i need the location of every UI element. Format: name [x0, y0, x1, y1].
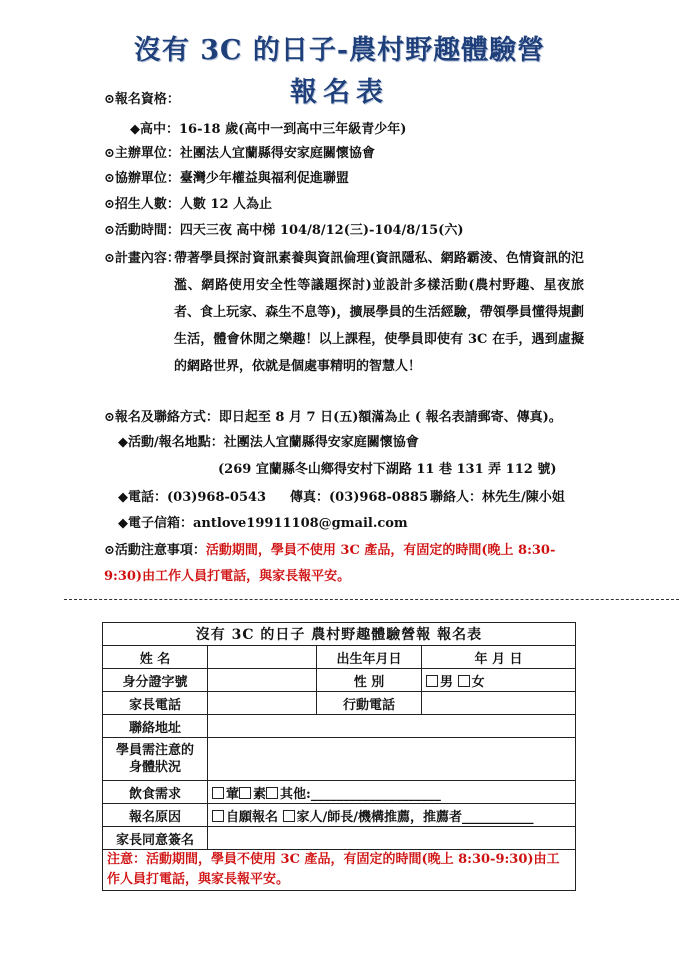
male-label: 男: [440, 674, 454, 690]
time-line: ⊙活動時間：四天三夜 高中梯 104/8/12(三)-104/8/15(六): [104, 223, 464, 238]
dob-field[interactable]: 年 月 日: [422, 646, 576, 669]
fax-line: 傳真：(03)968-0885: [290, 490, 429, 505]
diet-veg-checkbox[interactable]: [239, 787, 251, 799]
qualification-label: ⊙報名資格：: [104, 92, 180, 107]
page-subtitle: 報名表: [290, 77, 389, 108]
co-organizer-line: ⊙協辦單位：臺灣少年權益與福利促進聯盟: [104, 171, 349, 186]
plan-label: ⊙計畫內容：: [104, 251, 180, 266]
email-line: ◆電子信箱：antlove19911108@gmail.com: [118, 516, 408, 531]
address-field[interactable]: [208, 715, 576, 738]
form-note: 注意：活動期間，學員不使用 3C 產品，有固定的時間(晚上 8:30-9:30)由工作人員打電話，與家長報平安。: [103, 850, 576, 891]
id-label: 身分證字號: [103, 669, 208, 692]
venue-line: ◆活動/報名地點：社團法人宜蘭縣得安家庭關懷協會: [118, 435, 419, 450]
notice-label: ⊙活動注意事項：: [104, 543, 206, 558]
reason-options: [208, 804, 576, 827]
female-checkbox[interactable]: [458, 675, 470, 687]
address-label: 聯絡地址: [103, 715, 208, 738]
male-checkbox[interactable]: [426, 675, 438, 687]
health-label-2: 身體狀況: [128, 760, 181, 775]
gender-label: 性 別: [317, 669, 422, 692]
diet-meat-checkbox[interactable]: [212, 787, 224, 799]
mobile-label: 行動電話: [317, 692, 422, 715]
reason-self-checkbox[interactable]: [212, 810, 224, 822]
contact-line: 聯絡人：林先生/陳小姐: [430, 490, 565, 505]
diet-veg-label: 素: [253, 786, 267, 802]
diet-other-checkbox[interactable]: [266, 787, 278, 799]
health-label-1: 學員需注意的: [115, 743, 194, 758]
organizer-line: ⊙主辦單位：社團法人宜蘭縣得安家庭關懷協會: [104, 146, 375, 161]
hs-line: ◆高中：16-18 歲(高中一到高中三年級青少年): [130, 122, 407, 137]
diet-options: [208, 781, 576, 804]
diet-meat-label: 葷: [226, 786, 240, 802]
parent-phone-field[interactable]: [208, 692, 317, 715]
health-label: [103, 738, 208, 781]
parent-phone-label: 家長電話: [103, 692, 208, 715]
sign-field[interactable]: [208, 827, 576, 850]
notice-text: 活動期間，學員不使用 3C 產品，有固定的時間(晚上 8:30-: [205, 543, 556, 558]
dob-label: 出生年月日: [317, 646, 422, 669]
reason-label: 報名原因: [103, 804, 208, 827]
sign-label: 家長同意簽名: [103, 827, 208, 850]
reason-self-label: 自願報名: [226, 809, 279, 825]
name-field[interactable]: [208, 646, 317, 669]
notice-text-2: 9:30)由工作人員打電話，與家長報平安。: [104, 569, 351, 584]
diet-other-label: 其他:____________________: [280, 786, 441, 802]
register-line: ⊙報名及聯絡方式：即日起至 8 月 7 日(五)額滿為止 ( 報名表請郵寄、傳真)。: [104, 410, 562, 425]
reason-rec-label: 家人/師長/機構推薦，推薦者___________: [296, 809, 534, 825]
cut-line-divider: [64, 599, 679, 600]
reason-rec-checkbox[interactable]: [283, 810, 295, 822]
quota-line: ⊙招生人數：人數 12 人為止: [104, 197, 273, 212]
registration-form: [102, 622, 576, 891]
health-field[interactable]: [208, 738, 576, 781]
mobile-field[interactable]: [422, 692, 576, 715]
plan-text: 帶著學員探討資訊素養與資訊倫理(資訊隱私、網路霸淩、色情資訊的氾濫、網路使用安全性等議題探討)並設計多樣活動(農村野趣、星夜旅者、食上玩家、森生不息等)，擴展學員的生活經驗，帶領學員懂得規劃生活，體會休閒之樂趣！以上課程，使學員即使有 3C 在手，遇到虛擬的網路世界，依就是個處事精明的智慧人！: [174, 251, 584, 374]
id-field[interactable]: [208, 669, 317, 692]
form-title: 沒有 3C 的日子 農村野趣體驗營報 報名表: [103, 623, 576, 646]
phone-line: ◆電話：(03)968-0543: [118, 490, 267, 505]
name-label: 姓 名: [103, 646, 208, 669]
gender-options: [422, 669, 576, 692]
page-title: 沒有 3C 的日子-農村野趣體驗營: [133, 35, 546, 66]
female-label: 女: [471, 674, 485, 690]
address-line: (269 宜蘭縣冬山鄉得安村下湖路 11 巷 131 弄 112 號): [218, 462, 557, 477]
diet-label: 飲食需求: [103, 781, 208, 804]
notice-row: [104, 542, 555, 560]
